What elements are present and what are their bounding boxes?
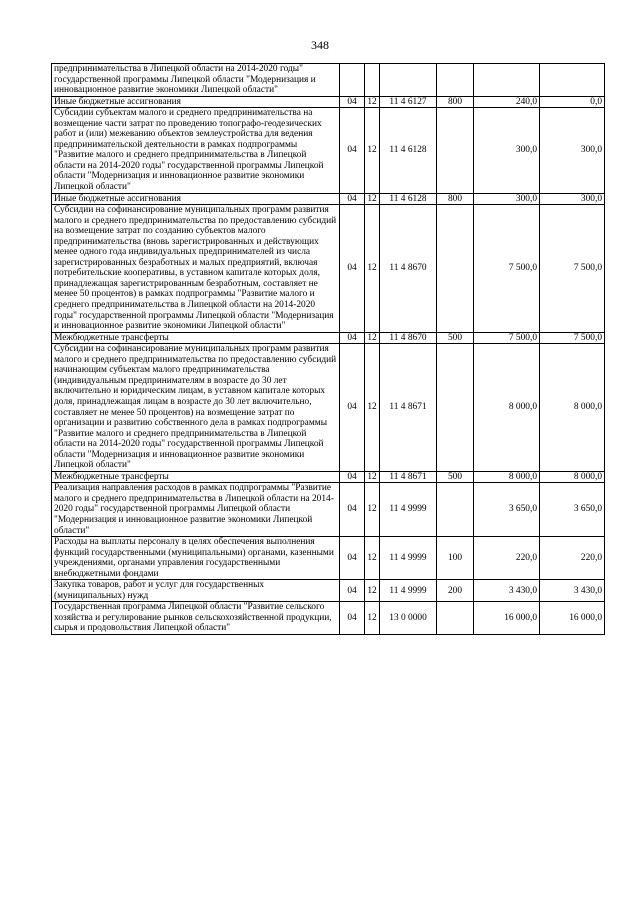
amount-year1-cell: 8 000,0 [474,471,540,483]
amount-year2-cell: 300,0 [540,108,605,193]
table-row [52,483,605,537]
amount-year1-cell: 300,0 [474,108,540,193]
subsection-code-cell: 12 [365,193,380,205]
table-row [52,205,605,333]
budget-table [51,63,605,635]
amount-year2-cell: 8 000,0 [540,471,605,483]
expense-type-cell: 500 [437,471,474,483]
table-row [52,471,605,483]
subsection-code-cell: 12 [365,602,380,635]
expense-type-cell: 800 [437,193,474,205]
subsection-code-cell: 12 [365,483,380,537]
row-name-cell: Реализация направления расходов в рамках подпрограммы "Развитие малого и среднего предпринимательства в Липецкой области на 2014-2020 годы" государственной программы Липецкой области "Модернизация и инновационное развитие экономики Липецкой области" [52,483,340,537]
row-name-cell: Межбюджетные трансферты [52,471,340,483]
row-name-cell: Субсидии на софинансирование муниципальных программ развития малого и среднего предпринимательства по предоставлению субсидий начинающим субъектам малого предпринимательства (индивидуальным предпринимателям в возрасте до 30 лет включительно и юридическим лицам, в уставном капитале которых доля, принадлежащая лицам в возрасте до 30 лет включительно, составляет не менее 50 процентов) на возмещение затрат по организации и развитию собственного дела в рамках подпрограммы "Развитие малого и среднего предпринимательства в Липецкой области на 2014-2020 годы" государственной программы Липецкой области "Модернизация и инновационное развитие экономики Липецкой области" [52,344,340,472]
row-name-cell: Расходы на выплаты персоналу в целях обеспечения выполнения функций государственными (муниципальными) органами, казенными учреждениями, органами управления государственными внебюджетными фондами [52,537,340,580]
target-article-cell: 11 4 8670 [380,332,437,344]
target-article-cell [380,64,437,97]
section-code-cell: 04 [340,580,365,602]
row-name-cell: Иные бюджетные ассигнования [52,96,340,108]
amount-year2-cell: 7 500,0 [540,205,605,333]
expense-type-cell: 200 [437,580,474,602]
expense-type-cell [437,205,474,333]
expense-type-cell: 100 [437,537,474,580]
subsection-code-cell: 12 [365,332,380,344]
subsection-code-cell: 12 [365,580,380,602]
amount-year1-cell: 3 650,0 [474,483,540,537]
amount-year1-cell: 16 000,0 [474,602,540,635]
amount-year1-cell: 300,0 [474,193,540,205]
amount-year2-cell: 0,0 [540,96,605,108]
expense-type-cell [437,602,474,635]
target-article-cell: 11 4 9999 [380,483,437,537]
table-row [52,332,605,344]
amount-year1-cell: 7 500,0 [474,205,540,333]
amount-year2-cell: 3 650,0 [540,483,605,537]
expense-type-cell [437,64,474,97]
row-name-cell: Государственная программа Липецкой области "Развитие сельского хозяйства и регулирование рынков сельскохозяйственной продукции, сырья и продовольствия Липецкой области" [52,602,340,635]
amount-year2-cell: 3 430,0 [540,580,605,602]
table-row [52,344,605,472]
amount-year1-cell: 240,0 [474,96,540,108]
amount-year1-cell: 7 500,0 [474,332,540,344]
target-article-cell: 11 4 9999 [380,580,437,602]
subsection-code-cell: 12 [365,537,380,580]
section-code-cell: 04 [340,193,365,205]
row-name-cell: Иные бюджетные ассигнования [52,193,340,205]
row-name-cell: Субсидии на софинансирование муниципальных программ развития малого и среднего предпринимательства по предоставлению субсидий на возмещение затрат по созданию субъектов малого предпринимательства (вновь зарегистрированных и действующих менее одного года индивидуальных предпринимателей из числа зарегистрированных безработных и малых предприятий, включая потребительские кооперативы, в уставном капитале которых доля, принадлежащая зарегистрированным безработным, составляет не менее 50 процентов) в рамках подпрограммы "Развитие малого и среднего предпринимательства в Липецкой области на 2014-2020 годы" государственной программы Липецкой области "Модернизация и инновационное развитие экономики Липецкой области" [52,205,340,333]
subsection-code-cell [365,64,380,97]
amount-year2-cell: 16 000,0 [540,602,605,635]
section-code-cell: 04 [340,537,365,580]
table-row [52,580,605,602]
section-code-cell: 04 [340,483,365,537]
section-code-cell: 04 [340,602,365,635]
target-article-cell: 11 4 8671 [380,471,437,483]
section-code-cell: 04 [340,471,365,483]
table-body [52,64,605,635]
table-row [52,96,605,108]
expense-type-cell [437,344,474,472]
amount-year2-cell: 7 500,0 [540,332,605,344]
target-article-cell: 11 4 9999 [380,537,437,580]
row-name-cell: предпринимательства в Липецкой области на 2014-2020 годы" государственной программы Липецкой области "Модернизация и инновационное развитие экономики Липецкой области" [52,64,340,97]
subsection-code-cell: 12 [365,205,380,333]
target-article-cell: 11 4 8671 [380,344,437,472]
target-article-cell: 11 4 8670 [380,205,437,333]
expense-type-cell: 500 [437,332,474,344]
subsection-code-cell: 12 [365,344,380,472]
section-code-cell: 04 [340,108,365,193]
row-name-cell: Межбюджетные трансферты [52,332,340,344]
expense-type-cell [437,483,474,537]
page-number: 348 [311,38,329,52]
amount-year1-cell [474,64,540,97]
amount-year2-cell [540,64,605,97]
table-row [52,64,605,97]
amount-year2-cell: 8 000,0 [540,344,605,472]
row-name-cell: Закупка товаров, работ и услуг для государственных (муниципальных) нужд [52,580,340,602]
section-code-cell: 04 [340,96,365,108]
table-row [52,193,605,205]
subsection-code-cell: 12 [365,471,380,483]
target-article-cell: 11 4 6127 [380,96,437,108]
expense-type-cell: 800 [437,96,474,108]
row-name-cell: Субсидии субъектам малого и среднего предпринимательства на возмещение части затрат по проведению топографо-геодезических работ и (или) межеванию объектов землеустройства для ведения предпринимательской деятельности в рамках подпрограммы "Развитие малого и среднего предпринимательства в Липецкой области на 2014-2020 годы" государственной программы Липецкой области "Модернизация и инновационное развитие экономики Липецкой области" [52,108,340,193]
section-code-cell: 04 [340,205,365,333]
table-row [52,602,605,635]
subsection-code-cell: 12 [365,96,380,108]
expense-type-cell [437,108,474,193]
target-article-cell: 11 4 6128 [380,108,437,193]
section-code-cell [340,64,365,97]
table-row [52,537,605,580]
amount-year2-cell: 300,0 [540,193,605,205]
section-code-cell: 04 [340,344,365,472]
amount-year2-cell: 220,0 [540,537,605,580]
amount-year1-cell: 8 000,0 [474,344,540,472]
amount-year1-cell: 3 430,0 [474,580,540,602]
subsection-code-cell: 12 [365,108,380,193]
table-row [52,108,605,193]
target-article-cell: 11 4 6128 [380,193,437,205]
target-article-cell: 13 0 0000 [380,602,437,635]
amount-year1-cell: 220,0 [474,537,540,580]
section-code-cell: 04 [340,332,365,344]
